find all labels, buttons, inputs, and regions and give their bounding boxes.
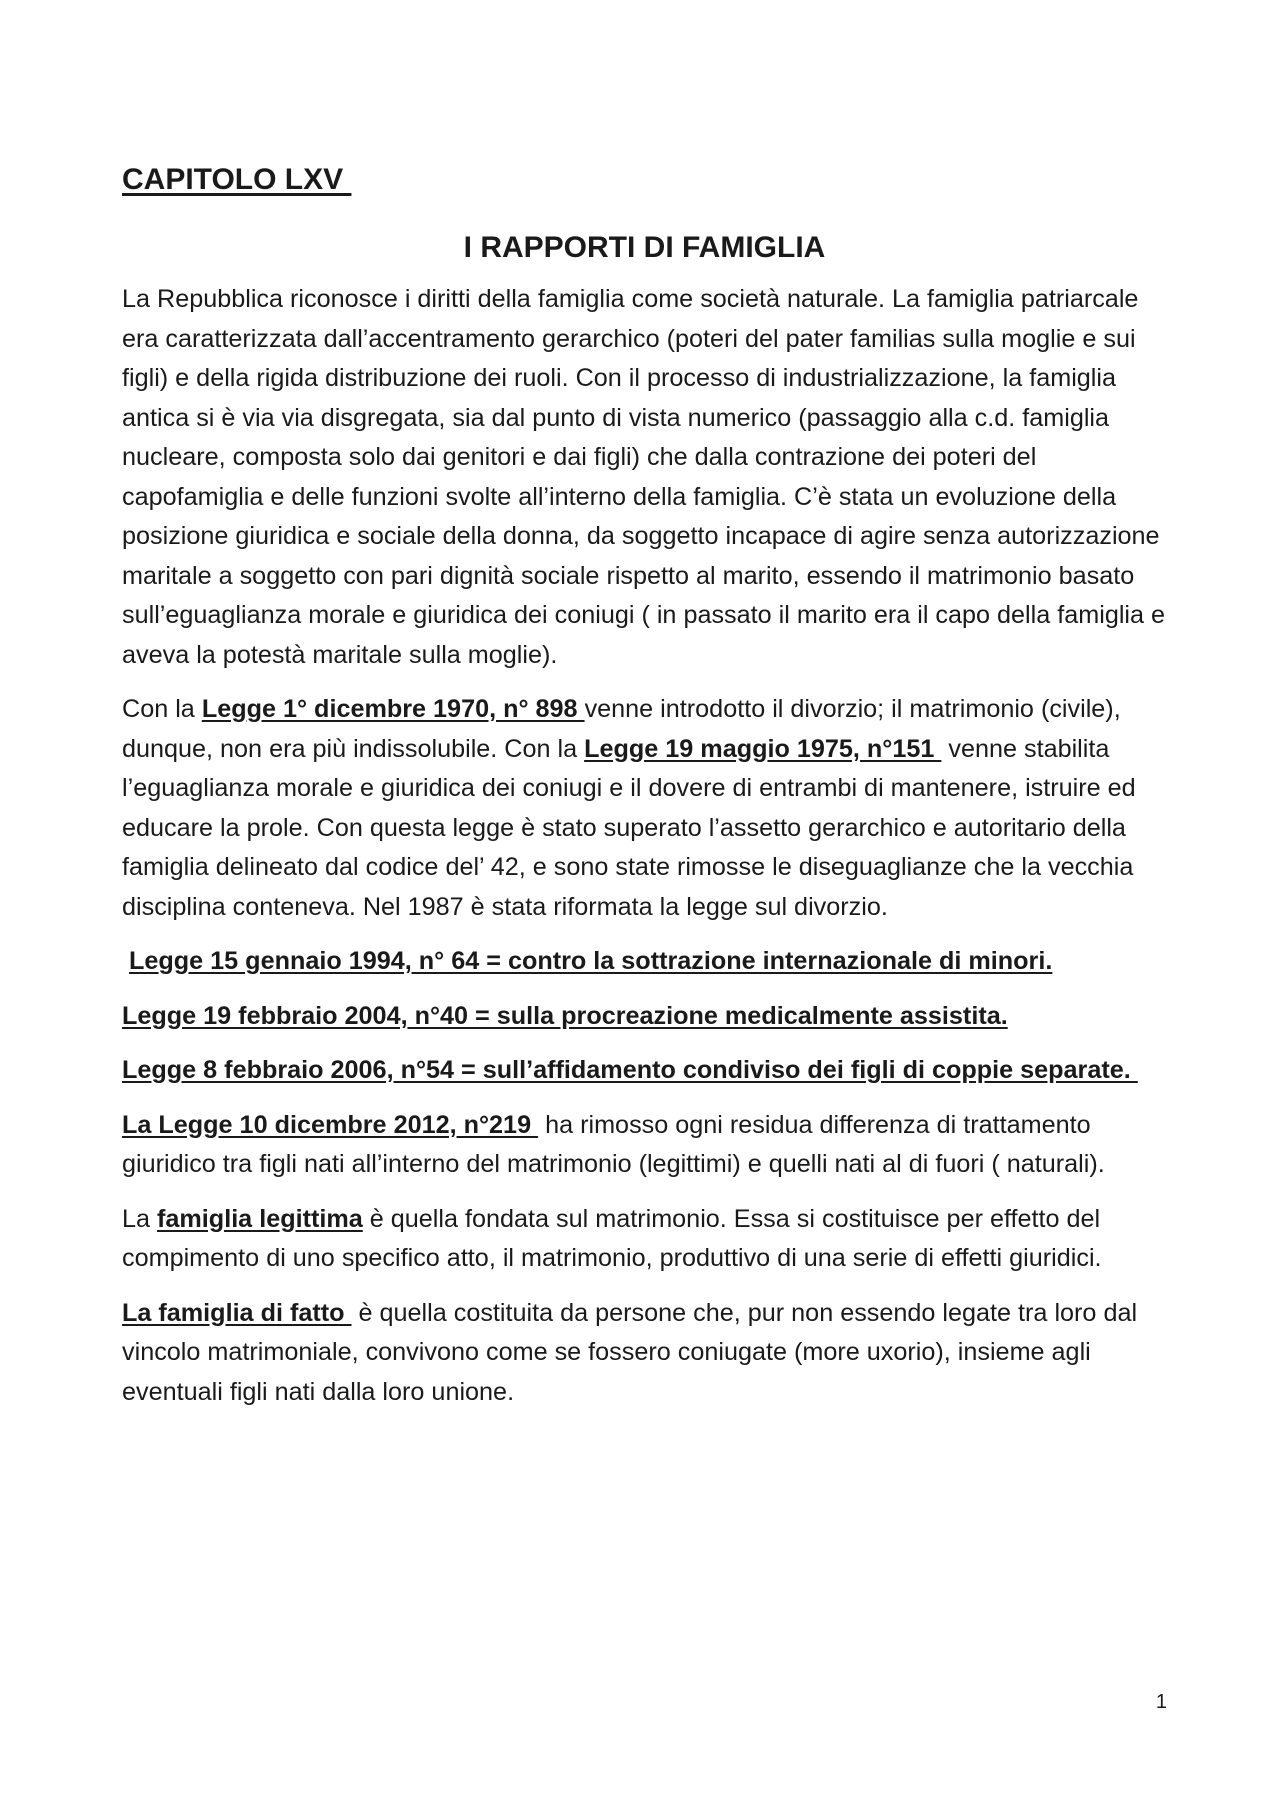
text-segment: venne stabilita l’eguaglianza morale e giuridica dei coniugi e il dovere di entrambi di mantenere, istruire ed educare la prole. Con questa legge è stato superato l’assetto gerarchico e autoritario della famiglia delineato dal codice del’ 42, e sono state rimosse le diseguaglianze che la vecchia disciplina conteneva. Nel 1987 è stata riformata la legge sul divorzio.	[122, 734, 1136, 921]
law-2012-link: La Legge 10 dicembre 2012, n°219	[122, 1110, 539, 1139]
text-segment: venne introdotto il divorzio; il matrimonio (civile), dunque, non era più indissolubile. Con la	[122, 695, 1121, 763]
paragraph-famiglia-di-fatto	[122, 1294, 1167, 1413]
paragraph-famiglia-legittima	[122, 1200, 1167, 1279]
law-1994-text: Legge 15 gennaio 1994, n° 64 = contro la sottrazione internazionale di minori.	[129, 947, 1053, 975]
law-1970-link: Legge 1° dicembre 1970, n° 898	[201, 695, 585, 723]
term-famiglia-legittima: famiglia legittima	[157, 1204, 363, 1233]
chapter-heading: CAPITOLO LXV	[122, 163, 352, 196]
text-segment: La	[122, 1204, 158, 1233]
law-2004-text: Legge 19 febbraio 2004, n°40 = sulla procreazione medicalmente assistita.	[122, 1001, 1008, 1030]
law-2006-line	[122, 1051, 1167, 1091]
text-segment: Con la	[122, 695, 202, 723]
paragraph-divorce-laws	[122, 690, 1167, 927]
page-title: I RAPPORTI DI FAMIGLIA	[463, 231, 826, 264]
page-number: 1	[1155, 1691, 1167, 1713]
law-2004-line	[122, 997, 1167, 1037]
law-1994-line	[122, 942, 1167, 982]
document-body	[122, 158, 1167, 1412]
law-2006-text: Legge 8 febbraio 2006, n°54 = sull’affidamento condiviso dei figli di coppie separate.	[122, 1056, 1138, 1084]
text-segment: è quella costituita da persone che, pur non essendo legate tra loro dal vincolo matrimoniale, convivono come se fossero coniugate (more uxorio), insieme agli eventuali figli nati dalla loro unione.	[122, 1298, 1138, 1406]
paragraph-intro: La Repubblica riconosce i diritti della famiglia come società naturale. La famiglia patriarcale era caratterizzata dall’accentramento gerarchico (poteri del pater familias sulla moglie e sui figli) e della rigida distribuzione dei ruoli. Con il processo di industrializzazione, la famiglia antica si è via via disgregata, sia dal punto di vista numerico (passaggio alla c.d. famiglia nucleare, composta solo dai genitori e dai figli) che dalla contrazione dei poteri del capofamiglia e delle funzioni svolte all’interno della famiglia. C’è stata un evoluzione della posizione giuridica e sociale della donna, da soggetto incapace di agire senza autorizzazione maritale a soggetto con pari dignità sociale rispetto al marito, essendo il matrimonio basato sull’eguaglianza morale e giuridica dei coniugi ( in passato il marito era il capo della famiglia e aveva la potestà maritale sulla moglie).	[122, 285, 1166, 669]
text-segment: ha rimosso ogni residua differenza di trattamento giuridico tra figli nati all’interno del matrimonio (legittimi) e quelli nati al di fuori ( naturali).	[122, 1110, 1105, 1178]
text-segment: è quella fondata sul matrimonio. Essa si costituisce per effetto del compimento di uno specifico atto, il matrimonio, produttivo di una serie di effetti giuridici.	[122, 1204, 1102, 1272]
paragraph-law-2012	[122, 1106, 1167, 1185]
law-1975-link: Legge 19 maggio 1975, n°151	[584, 734, 942, 763]
term-famiglia-di-fatto: La famiglia di fatto	[122, 1298, 352, 1327]
